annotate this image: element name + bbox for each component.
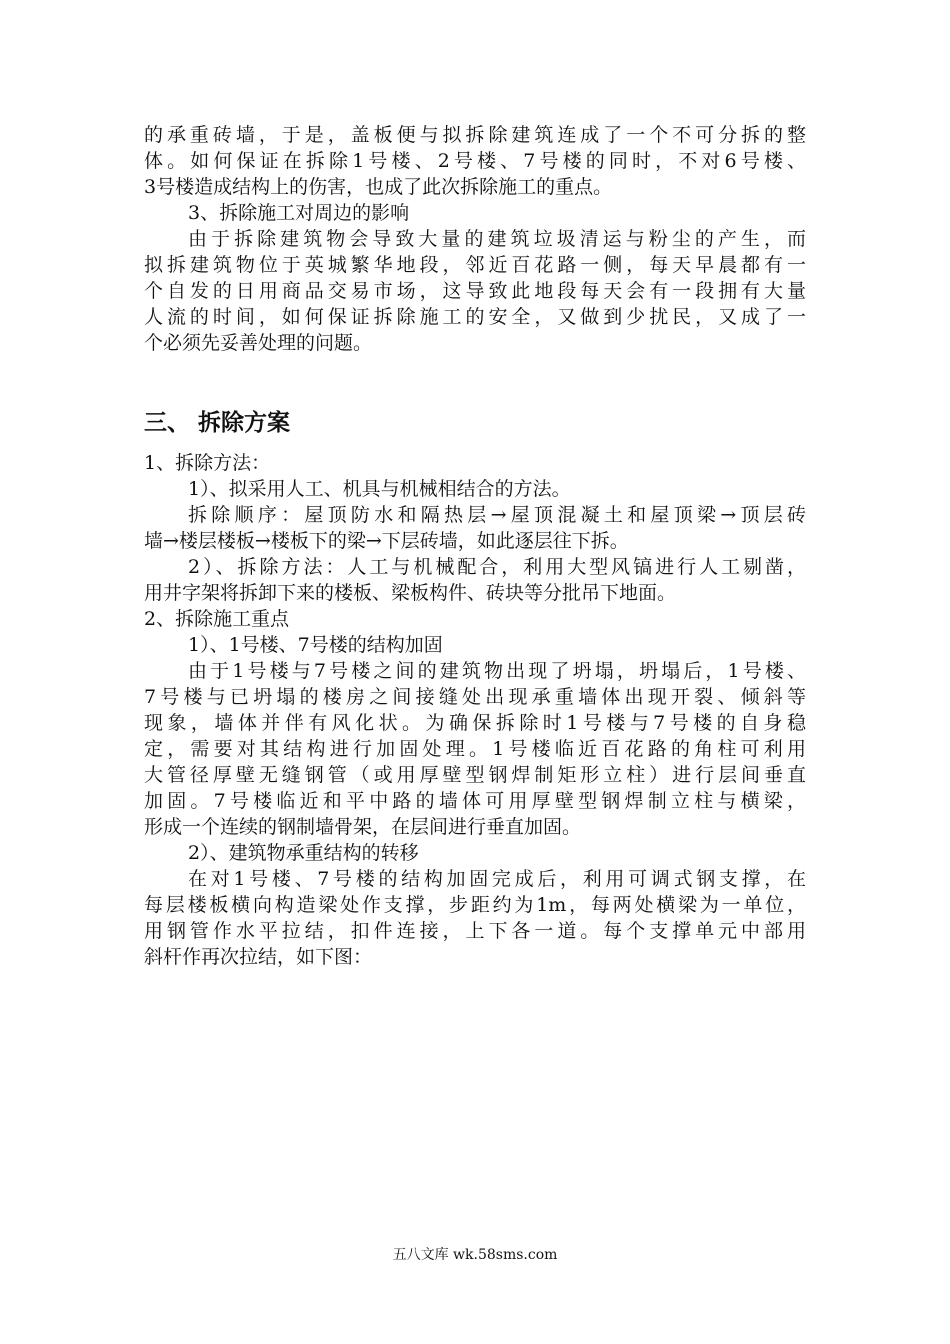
subheading: 1、拆除方法： — [144, 452, 271, 474]
paragraph-line: 现象，墙体并伴有风化状。为确保拆除时1号楼与7号楼的自身稳 — [144, 712, 806, 734]
paragraph-line: 加固。7号楼临近和平中路的墙体可用厚壁型钢焊制立柱与横梁， — [144, 790, 806, 812]
paragraph-line: 在对1号楼、7号楼的结构加固完成后，利用可调式钢支撑，在 — [188, 868, 806, 890]
paragraph-line: 1）、拟采用人工、机具与机械相结合的方法。 — [188, 478, 571, 500]
paragraph-line: 大管径厚壁无缝钢管（或用厚壁型钢焊制矩形立柱）进行层间垂直 — [144, 764, 806, 786]
paragraph-line: 墙→楼层楼板→楼板下的梁→下层砖墙，如此逐层往下拆。 — [144, 530, 629, 552]
paragraph-line: 由于1号楼与7号楼之间的建筑物出现了坍塌，坍塌后，1号楼、 — [188, 660, 806, 682]
paragraph-line: 3号楼造成结构上的伤害，也成了此次拆除施工的重点。 — [144, 176, 613, 198]
paragraph-line: 形成一个连续的钢制墙骨架，在层间进行垂直加固。 — [144, 816, 582, 838]
paragraph-line: 定，需要对其结构进行加固处理。1号楼临近百花路的角柱可利用 — [144, 738, 806, 760]
paragraph-line: 体。如何保证在拆除1号楼、2号楼、7号楼的同时，不对6号楼、 — [144, 150, 806, 172]
paragraph-line: 每层楼板横向构造梁处作支撑，步距约为1m，每两处横梁为一单位， — [144, 894, 806, 916]
paragraph-line: 2）、拆除方法：人工与机械配合，利用大型风镐进行人工剔凿， — [188, 556, 806, 578]
paragraph-line: 斜杆作再次拉结，如下图： — [144, 946, 373, 968]
paragraph-line: 7号楼与已坍塌的楼房之间接缝处出现承重墙体出现开裂、倾斜等 — [144, 686, 806, 708]
paragraph-line: 拆除顺序：屋顶防水和隔热层→屋顶混凝土和屋顶梁→顶层砖 — [188, 504, 806, 526]
paragraph-line: 用井字架将拆卸下来的楼板、梁板构件、砖块等分批吊下地面。 — [144, 582, 677, 604]
paragraph-line: 2）、建筑物承重结构的转移 — [188, 842, 419, 864]
paragraph-line: 个必须先妥善处理的问题。 — [144, 332, 373, 354]
paragraph-line: 人流的时间，如何保证拆除施工的安全，又做到少扰民，又成了一 — [144, 306, 806, 328]
paragraph-line: 的承重砖墙，于是，盖板便与拟拆除建筑连成了一个不可分拆的整 — [144, 124, 806, 146]
subheading: 3、拆除施工对周边的影响 — [188, 202, 410, 224]
footer-watermark-text: 五八文库 wk.58sms.com — [392, 1247, 558, 1263]
section-heading: 三、 拆除方案 — [144, 410, 291, 436]
paragraph-line: 由于拆除建筑物会导致大量的建筑垃圾清运与粉尘的产生，而 — [188, 228, 806, 250]
paragraph-line: 拟拆建筑物位于英城繁华地段，邻近百花路一侧，每天早晨都有一 — [144, 254, 806, 276]
subheading: 2、拆除施工重点 — [144, 608, 290, 630]
paragraph-line: 个自发的日用商品交易市场，这导致此地段每天会有一段拥有大量 — [144, 280, 806, 302]
paragraph-line: 1）、1号楼、7号楼的结构加固 — [188, 634, 443, 656]
paragraph-line: 用钢管作水平拉结，扣件连接，上下各一道。每个支撑单元中部用 — [144, 920, 806, 942]
